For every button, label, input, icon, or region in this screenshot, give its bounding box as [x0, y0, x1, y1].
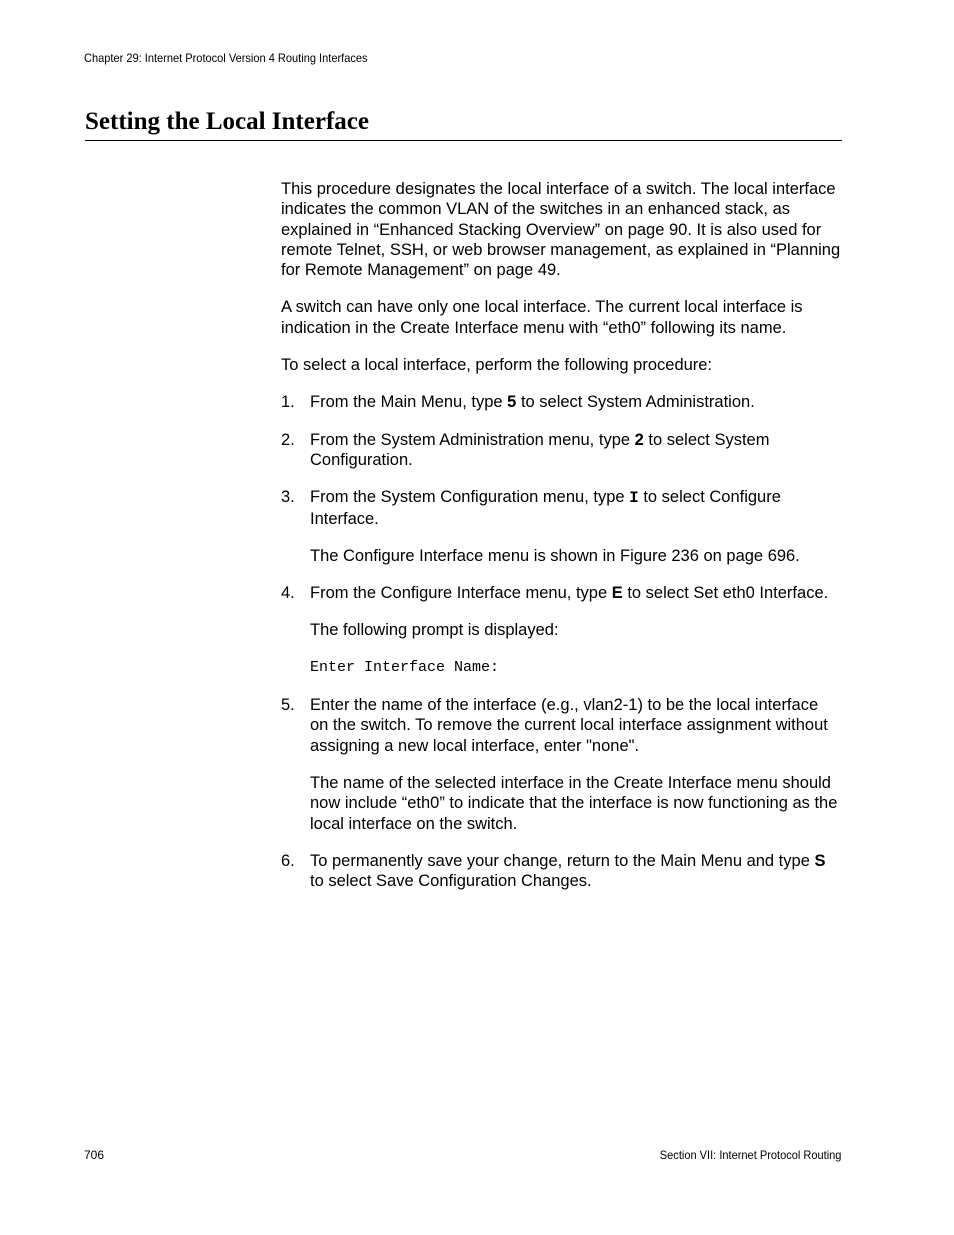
- step-number: 3.: [281, 488, 295, 507]
- key-label: 5: [507, 393, 517, 412]
- running-footer: Section VII: Internet Protocol Routing: [659, 1148, 841, 1162]
- intro-paragraph: This procedure designates the local interface of a switch. The local interface indicates the common VLAN of the switches in an enhanced stack, as explained in “Enhanced Stacking Overview” on page 90. It is also used for remote Telnet, SSH, or web browser management, as explained in “Planning for Remote Management” on page 49.: [281, 180, 841, 280]
- intro-paragraph: A switch can have only one local interface. The current local interface is indication in the Create Interface menu with “eth0” following its name.: [281, 298, 803, 337]
- step-number: 1.: [281, 393, 295, 412]
- step-number: 2.: [281, 430, 295, 449]
- step-text: From the Configure Interface menu, type E to select Set eth0 Interface.: [310, 584, 829, 603]
- code-prompt: Enter Interface Name:: [310, 658, 500, 676]
- step-4: [281, 583, 841, 678]
- step-text: From the Main Menu, type 5 to select System Administration.: [310, 393, 755, 412]
- title-rule: [85, 140, 842, 141]
- section-title: Setting the Local Interface: [85, 108, 369, 135]
- step-2: [281, 430, 841, 471]
- step-note: The Configure Interface menu is shown in Figure 236 on page 696.: [310, 546, 800, 565]
- key-label: S: [814, 851, 826, 870]
- key-label: I: [629, 489, 639, 508]
- running-header: Chapter 29: Internet Protocol Version 4 Routing Interfaces: [84, 51, 368, 65]
- procedure-steps: [281, 392, 841, 891]
- step-3: [281, 487, 841, 566]
- step-note: The following prompt is displayed:: [310, 621, 559, 640]
- body-text: [281, 179, 841, 908]
- step-number: 6.: [281, 851, 295, 870]
- page-number: 706: [84, 1148, 105, 1162]
- step-text: To permanently save your change, return to the Main Menu and type S to select Save Configuration Changes.: [310, 851, 826, 891]
- step-text: From the System Administration menu, type 2 to select System Configuration.: [310, 430, 770, 469]
- step-text: Enter the name of the interface (e.g., vlan2-1) to be the local interface on the switch. To remove the current local interface assignment without assigning a new local interface, enter "none".: [310, 696, 828, 755]
- step-1: [281, 392, 841, 412]
- step-number: 4.: [281, 584, 295, 603]
- step-6: [281, 851, 841, 892]
- step-number: 5.: [281, 696, 295, 715]
- step-note: The name of the selected interface in the Create Interface menu should now include “eth0” to indicate that the interface is now functioning as the local interface on the switch.: [310, 773, 838, 833]
- key-label: 2: [634, 430, 644, 449]
- step-text: From the System Configuration menu, type I to select Configure Interface.: [310, 488, 781, 528]
- key-label: E: [611, 584, 623, 603]
- step-5: [281, 695, 841, 834]
- intro-paragraph: To select a local interface, perform the following procedure:: [281, 356, 713, 375]
